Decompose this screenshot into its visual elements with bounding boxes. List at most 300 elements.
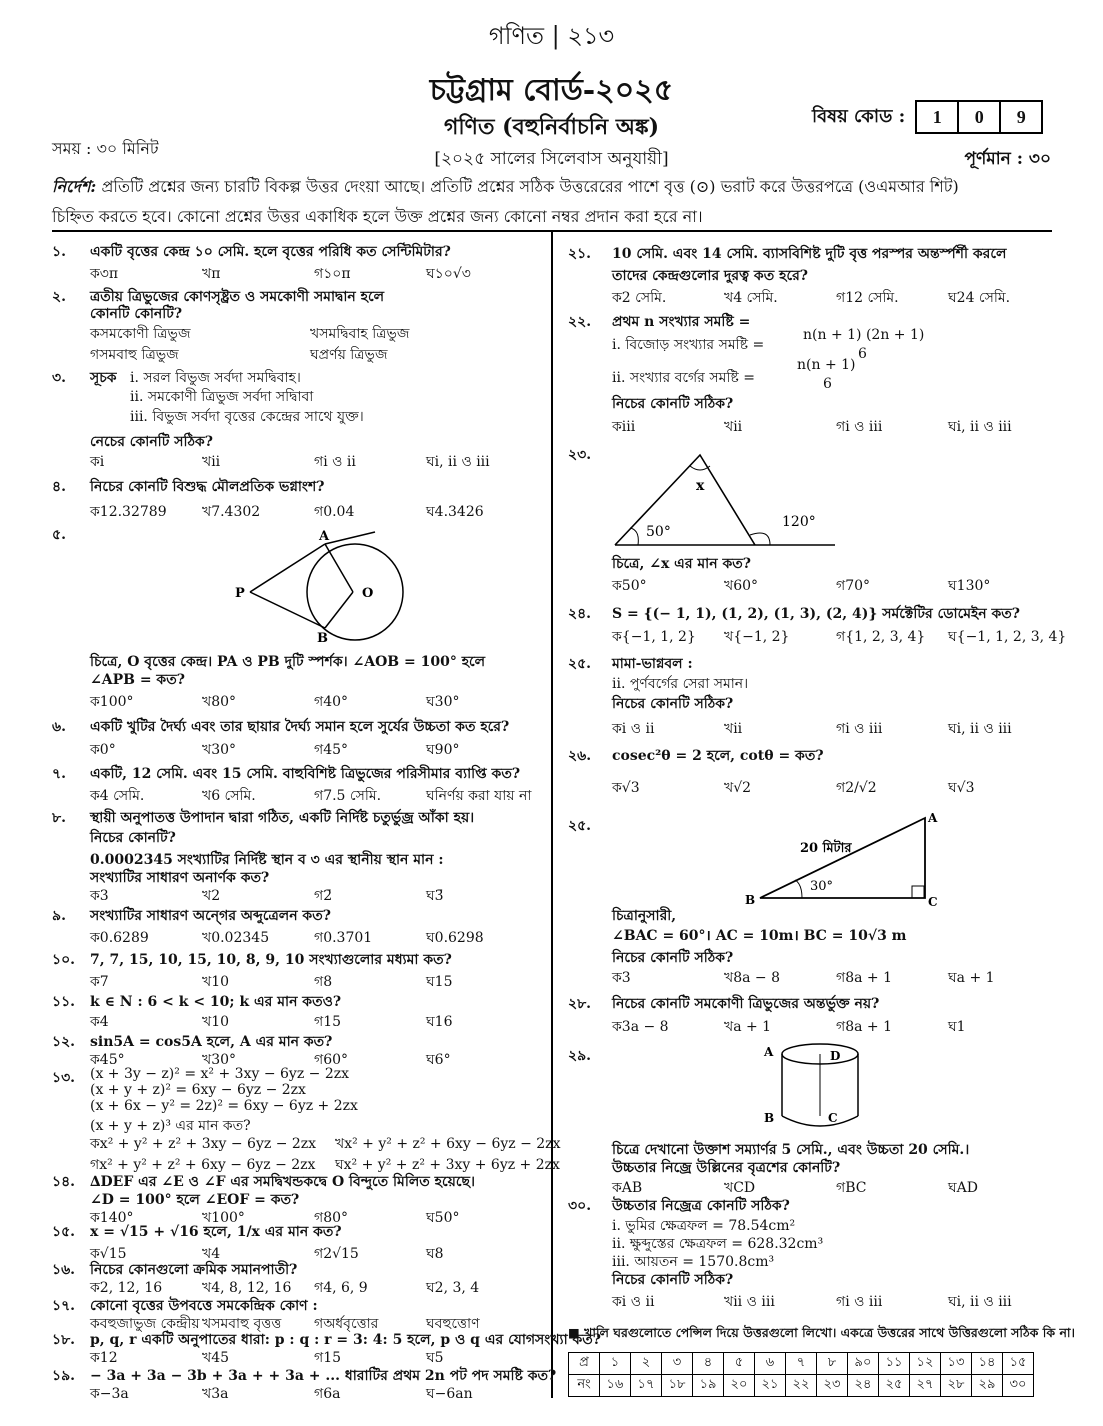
question-number: ৪. — [52, 479, 66, 495]
question-text: নিচের কোনটি সঠিক? — [612, 1272, 734, 1288]
option[interactable] — [426, 262, 471, 286]
option[interactable] — [202, 784, 256, 808]
option-marker: ক — [90, 974, 100, 990]
option-marker: খ — [724, 629, 734, 645]
option-marker: ঘ — [426, 504, 435, 520]
question-text: ∠BAC = 60°। AC = 10m। BC = 10√3 m — [612, 928, 907, 944]
option-marker: গ — [314, 888, 324, 904]
option[interactable] — [724, 717, 742, 741]
question-number: ১. — [52, 244, 66, 260]
grid-cell: ২৯ — [972, 1375, 1003, 1397]
option[interactable] — [948, 625, 1066, 649]
statement: ii. ক্ষুব্দুস্তের ক্ষেত্রফল = 628.32cm³ — [612, 1236, 824, 1252]
option[interactable] — [90, 450, 104, 474]
option[interactable] — [202, 926, 269, 950]
option[interactable] — [426, 884, 444, 908]
option-marker: খ — [202, 1316, 212, 1332]
option-marker: গ — [836, 1294, 846, 1310]
option-marker: ঘ — [426, 266, 435, 282]
fraction-denominator: 6 — [858, 346, 867, 362]
option-marker: ঘ — [335, 1157, 344, 1173]
option[interactable] — [836, 1290, 882, 1314]
triangle-figure — [610, 450, 840, 550]
option-marker: খ — [202, 504, 212, 520]
grid-cell: ২০ — [724, 1375, 755, 1397]
expression: (x + 6x − y² = 2z)² = 6xy − 6yz + 2zx — [90, 1098, 358, 1114]
option-marker: ঘ — [426, 1280, 435, 1296]
option-marker: খ — [202, 974, 212, 990]
option-text: 45 — [211, 1350, 230, 1366]
option[interactable] — [426, 1382, 473, 1406]
board-title: চট্টগ্রাম বোর্ড-২০২৫ — [429, 73, 674, 108]
option-text: i, ii ও iii — [956, 419, 1012, 435]
option[interactable] — [836, 625, 925, 649]
option-marker: ক — [90, 1136, 100, 1152]
fig-label-x: x — [696, 478, 705, 494]
question-text: ∠APB = কত? — [90, 672, 185, 688]
option[interactable] — [426, 784, 531, 808]
option-text: 0.04 — [323, 504, 355, 520]
question-text: চিত্রে, O বৃত্তের কেন্দ্র। PA ও PB দুটি স্পর্শক। ∠AOB = 100° হলে — [90, 654, 486, 670]
option-text: 60° — [733, 578, 759, 594]
option-text: CD — [733, 1180, 756, 1196]
option[interactable] — [314, 738, 348, 762]
option-marker: গ — [314, 1316, 324, 1332]
option-marker: ক — [90, 326, 100, 342]
option-text: 100° — [99, 694, 134, 710]
option-marker: ঘ — [426, 694, 435, 710]
option-marker: ঘ — [426, 1350, 435, 1366]
option[interactable] — [836, 574, 870, 598]
option-text: BC — [845, 1180, 867, 1196]
question-number: ১২. — [52, 1034, 76, 1050]
statement: i. ভুমির ক্ষেত্রফল = 78.54cm² — [612, 1218, 796, 1234]
option[interactable] — [612, 776, 640, 800]
option-text: ii ও iii — [733, 1294, 775, 1310]
option-text: সমদ্বিবাহ ত্রিভুজ — [319, 326, 410, 342]
option[interactable] — [724, 966, 780, 990]
option-text: AD — [956, 1180, 978, 1196]
option-marker: গ — [314, 1246, 324, 1262]
option-text: ১০√৩ — [434, 266, 471, 282]
option[interactable] — [314, 1276, 368, 1300]
question-number: ২৮. — [568, 996, 592, 1012]
option-marker: ক — [90, 1280, 100, 1296]
option-text: 4 — [99, 1014, 109, 1030]
exam-time: সময় : ৩০ মিনিট — [52, 139, 159, 158]
option-marker: ঘ — [426, 788, 435, 804]
question-number: ১৩. — [52, 1070, 76, 1086]
option[interactable] — [426, 926, 484, 950]
fig-label-length: 20 মিটার — [800, 841, 852, 856]
option[interactable] — [426, 450, 490, 474]
option[interactable] — [836, 1176, 866, 1200]
subject-code-label: বিষয় কোড : — [812, 105, 906, 127]
question-text: সংখ্যাটির সাধারণ অনার্ণক কত? — [90, 870, 270, 886]
option-marker: ঘ — [948, 780, 957, 796]
option-marker: খ — [202, 1246, 212, 1262]
full-marks: পূর্ণমান : ৩০ — [964, 149, 1051, 169]
question-text: − 3a + 3a − 3b + 3a + + 3a + ... ধারাটির প্রথম 2n পট পদ সমষ্টি কত? — [90, 1368, 557, 1384]
option[interactable] — [724, 1290, 775, 1314]
statement: ii. সমকোণী ত্রিভুজ সর্বদা সদ্বিাবা — [130, 389, 314, 405]
option[interactable] — [836, 717, 882, 741]
question-number: ৯. — [52, 908, 66, 924]
question-text: k ∈ N : 6 < k < 10; k এর মান কতও? — [90, 994, 342, 1010]
option[interactable] — [948, 776, 974, 800]
fig-label-b: B — [745, 893, 756, 907]
question-number: ২২. — [568, 314, 592, 330]
option-marker: ঘ — [426, 888, 435, 904]
option[interactable] — [90, 784, 144, 808]
option[interactable] — [612, 1015, 669, 1039]
option[interactable] — [426, 738, 459, 762]
option-text: i, ii ও iii — [434, 454, 490, 470]
option-text: √3 — [956, 780, 975, 796]
option-marker: গ — [90, 1157, 100, 1173]
grid-cell: ১৬ — [600, 1375, 631, 1397]
option-marker: গ — [836, 721, 846, 737]
option-text: −3a — [99, 1386, 129, 1402]
grid-cell: ২২ — [786, 1375, 817, 1397]
option-text: 100° — [211, 1210, 245, 1226]
question-number: ২৯. — [568, 1048, 592, 1064]
grid-cell: ৫ — [724, 1353, 755, 1375]
option[interactable] — [202, 450, 220, 474]
option[interactable] — [612, 1290, 654, 1314]
option[interactable] — [202, 690, 236, 714]
option-text: iii — [621, 419, 636, 435]
option-text: 70° — [845, 578, 871, 594]
fig-label-p: P — [235, 586, 245, 601]
question-text: ∠D = 100° হলে ∠EOF = কত? — [90, 1192, 300, 1208]
question-number: ৩০. — [568, 1198, 592, 1214]
option[interactable] — [724, 574, 758, 598]
option-text: π — [211, 266, 221, 282]
option[interactable] — [612, 574, 647, 598]
option-text: i ও ii — [621, 1294, 655, 1310]
option-text: 24 সেমি. — [956, 290, 1011, 306]
option-text: i — [99, 454, 105, 470]
option[interactable] — [612, 286, 666, 310]
option-text: 2̄ — [323, 888, 333, 904]
option[interactable] — [948, 1015, 966, 1039]
option-text: 2√15 — [323, 1246, 359, 1262]
statement: iii. আয়তন = 1570.8cm³ — [612, 1254, 775, 1270]
option-marker: গ — [314, 1014, 324, 1030]
option[interactable] — [202, 500, 260, 524]
instruction-text: প্রতিটি প্রশ্নের জন্য চারটি বিকল্প উত্তর দেংয়া আছে। প্রতিটি প্রশ্নের সঠিক উত্তরেরের পাশে বৃত্ত (⊙) ভরাট করে উত্তরপত্রে (ওএমআর শিট) — [101, 177, 959, 196]
option[interactable] — [948, 1290, 1012, 1314]
option-marker: ক — [612, 721, 622, 737]
grid-cell: ৩ — [662, 1353, 693, 1375]
option[interactable] — [612, 625, 696, 649]
column-divider — [551, 230, 553, 1398]
fig-label-a: A — [764, 1045, 774, 1059]
option-marker: খ — [202, 694, 212, 710]
option-text: 6° — [434, 1052, 451, 1068]
option-text: ii — [733, 419, 743, 435]
option[interactable] — [948, 415, 1012, 439]
option[interactable] — [90, 926, 149, 950]
option[interactable] — [202, 262, 220, 286]
option-text: 0.6298 — [434, 930, 484, 946]
option[interactable] — [90, 343, 179, 367]
option[interactable] — [948, 574, 990, 598]
option-marker: ঘ — [426, 1316, 435, 1332]
option-text: 90° — [434, 742, 460, 758]
grid-cell: ১২ — [910, 1353, 941, 1375]
question-text: উচ্চতার নিজ্রে উল্লিনের বৃত্রশের কোনটি? — [612, 1160, 841, 1176]
subject-title: গণিত (বহুনির্বাচনি অঙ্ক) — [443, 114, 660, 140]
option-marker: খ — [335, 1136, 345, 1152]
option[interactable] — [836, 966, 892, 990]
option[interactable] — [948, 286, 1010, 310]
option-marker: গ — [314, 930, 324, 946]
option-marker: ঘ — [426, 1386, 435, 1402]
option[interactable] — [90, 690, 134, 714]
option[interactable] — [724, 776, 751, 800]
option[interactable] — [724, 1015, 771, 1039]
option[interactable] — [612, 966, 631, 990]
option-text: 30° — [211, 1052, 237, 1068]
option-text: ii — [211, 454, 221, 470]
option-marker: ক — [90, 1316, 100, 1332]
option-marker: গ — [314, 1210, 324, 1226]
option[interactable] — [90, 500, 167, 524]
option[interactable] — [90, 262, 118, 286]
option-text: x² + y² + z² + 3xy − 6yz − 2zx — [99, 1136, 317, 1152]
option-marker: গ — [836, 1180, 846, 1196]
question-text: সংখ্যাটির সাধারণ অন্গের অব্দুত্রেলন কত? — [90, 908, 331, 924]
option[interactable] — [310, 343, 388, 367]
option-marker: ঘ — [426, 454, 435, 470]
option-marker: গ — [314, 974, 324, 990]
option-text: 4 — [211, 1246, 221, 1262]
page-header: গণিত | ২১৩ — [488, 22, 615, 50]
option-text: 12.32789 — [99, 504, 167, 520]
option-text: 2 — [211, 888, 221, 904]
fig-label-50: 50° — [646, 524, 671, 540]
question-number: ২৫. — [568, 656, 592, 672]
option[interactable] — [314, 262, 351, 286]
option-text: {−1, 2} — [733, 629, 790, 645]
question-text: মামা-ভাগ্নবল : — [612, 656, 693, 672]
option[interactable] — [90, 738, 116, 762]
subject-code-cells — [915, 100, 1043, 134]
option-marker: খ — [724, 1180, 734, 1196]
option-text: 15 — [323, 1014, 342, 1030]
option-marker: ক — [612, 1294, 622, 1310]
option-text: 3 — [99, 888, 109, 904]
option[interactable] — [426, 1010, 452, 1034]
option-text: i, ii ও iii — [956, 1294, 1012, 1310]
option-marker: গ — [314, 504, 324, 520]
option[interactable] — [426, 690, 459, 714]
option[interactable] — [314, 926, 372, 950]
option-text: {−1, 1, 2} — [621, 629, 696, 645]
option[interactable] — [90, 1382, 129, 1406]
option-text: 8a − 8 — [733, 970, 780, 986]
option-marker: ঘ — [948, 578, 957, 594]
option-text: 15 — [323, 1350, 342, 1366]
option-marker: খ — [724, 290, 734, 306]
option-text: 15 — [434, 974, 453, 990]
grid-cell: ১৮ — [662, 1375, 693, 1397]
instruction-text-2: চিহ্নিত করতে হবে। কোনো প্রশ্নের উত্তর একাধিক হলে উক্ত প্রশ্নের জন্য কোনো নম্বর প্রদান করা হরে না। — [52, 207, 703, 226]
question-text: চিত্রে দেখানো উক্তাশ সম্যার্ণর 5 সেমি., এবং উচ্চতা 20 সেমি.। — [612, 1142, 970, 1158]
question-text: প্রথম n সংখ্যার সমষ্টি = — [612, 314, 751, 330]
question-number: ২৪. — [568, 606, 592, 622]
option-text: 4 সেমি. — [733, 290, 778, 306]
grid-cell: ২৫ — [879, 1375, 910, 1397]
option-marker: ক — [90, 1386, 100, 1402]
option[interactable] — [314, 784, 381, 808]
statement: ii. সংখ্যার বর্গের সমষ্টি = — [612, 370, 755, 386]
option[interactable] — [426, 1206, 459, 1230]
option-marker: গ — [836, 629, 846, 645]
syllabus-note: [২০২৫ সালের সিলেবাস অনুযায়ী] — [434, 149, 669, 169]
fig-label-o: O — [362, 586, 374, 601]
question-text: চিত্রানুসারী, — [612, 908, 677, 924]
option-text: 3 — [621, 970, 631, 986]
option-text: i ও iii — [845, 419, 883, 435]
option-text: 16 — [434, 1014, 453, 1030]
fraction-denominator: 6 — [823, 376, 832, 392]
option-text: ii — [733, 721, 743, 737]
option[interactable] — [724, 415, 742, 439]
option-text: 8 — [323, 974, 333, 990]
option-text: বহুত্তোণ — [434, 1316, 480, 1332]
option-marker: খ — [310, 326, 320, 342]
option[interactable] — [202, 1382, 228, 1406]
question-number: ১৪. — [52, 1174, 76, 1190]
option[interactable] — [426, 970, 452, 994]
option[interactable] — [426, 1242, 444, 1266]
grid-cell: ৭ — [786, 1353, 817, 1375]
option-marker: ক — [612, 578, 622, 594]
option-marker: ঘ — [426, 1014, 435, 1030]
grid-cell: ১৩ — [941, 1353, 972, 1375]
code-digit: 9 — [999, 102, 1041, 132]
fraction-numerator: n(n + 1) — [797, 357, 856, 373]
option-marker: খ — [202, 266, 212, 282]
grid-cell: ১৪ — [972, 1353, 1003, 1375]
option-text: √15 — [99, 1246, 127, 1262]
option[interactable] — [314, 500, 354, 524]
option[interactable] — [948, 717, 1012, 741]
statement: iii. বিভুজ সর্বদা বৃত্তের কেন্দ্রের সাথে যুক্ত। — [130, 409, 364, 425]
option[interactable] — [836, 415, 882, 439]
option-marker: ক — [612, 419, 622, 435]
option-marker: ক — [90, 1210, 100, 1226]
option-marker: ক — [612, 629, 622, 645]
statement: i. বিজোড় সংখ্যার সমষ্টি = — [612, 337, 765, 353]
option[interactable] — [426, 1048, 451, 1072]
grid-cell: ১৭ — [631, 1375, 662, 1397]
grid-cell: ২৮ — [941, 1375, 972, 1397]
option-marker: ঘ — [310, 347, 319, 363]
question-text: সূচক — [90, 370, 117, 386]
answer-grid-note: ■ খালি ঘরগুলোতে পেন্সিল দিয়ে উত্তরগুলো লিখো। একত্রে উত্তরের সাথে উত্তিরগুলো সঠিক কি না। — [568, 1325, 1076, 1340]
option[interactable] — [314, 1242, 359, 1266]
code-digit: 0 — [957, 102, 999, 132]
option[interactable] — [724, 286, 778, 310]
option-marker: ঘ — [948, 629, 957, 645]
option-marker: গ — [836, 1019, 846, 1035]
option-marker: গ — [314, 1350, 324, 1366]
option[interactable] — [836, 776, 877, 800]
question-text: উচ্চতার নিজ্রেত্র কোনটি সঠিক? — [612, 1198, 790, 1214]
option[interactable] — [836, 1015, 892, 1039]
option-marker: গ — [314, 742, 324, 758]
option-marker: খ — [202, 1052, 212, 1068]
question-text: নিচের কোনগুলো ক্রমিক সমানপাতী? — [90, 1262, 298, 1278]
option[interactable] — [426, 1276, 479, 1300]
fig-label-d: D — [830, 1049, 841, 1063]
question-number: ২৫. — [568, 818, 592, 834]
option-marker: গ — [836, 290, 846, 306]
option-marker: ক — [612, 780, 622, 796]
option-marker: গ — [836, 419, 846, 435]
option-text: 6a — [323, 1386, 341, 1402]
option[interactable] — [724, 625, 789, 649]
option[interactable] — [202, 738, 236, 762]
option[interactable] — [314, 450, 356, 474]
fig-label-b: B — [317, 631, 328, 645]
option-text: 5 — [434, 1350, 444, 1366]
option-text: 3a − 8 — [621, 1019, 669, 1035]
option-marker: ক — [90, 1052, 100, 1068]
option-text: 40° — [323, 694, 349, 710]
question-text: কোনটি কোনটি? — [90, 306, 183, 322]
option-marker: খ — [724, 1294, 734, 1310]
option-marker: ঘ — [948, 290, 957, 306]
option-text: 50° — [621, 578, 647, 594]
question-number: ১৭. — [52, 1298, 76, 1314]
option[interactable] — [612, 717, 654, 741]
option[interactable] — [426, 500, 484, 524]
option[interactable] — [948, 966, 995, 990]
option[interactable] — [948, 1176, 978, 1200]
option-text: √2 — [733, 780, 752, 796]
question-text: ত্রতীয় ত্রিভুজের কোণসৃষ্ট্রত ও সমকোণী সমাদ্বান হলে — [90, 289, 385, 305]
code-digit: 1 — [932, 107, 942, 127]
option[interactable] — [836, 286, 899, 310]
question-text: sin5A = cos5A হলে, A এর মান কত? — [90, 1034, 333, 1050]
grid-row-label: প্র — [569, 1353, 600, 1375]
statement: ii. পুর্ণবর্গের সেরা সমান। — [612, 676, 749, 692]
option-text: x² + y² + z² + 6xy − 6yz − 2zx — [99, 1157, 316, 1173]
option-text: প্রর্ণয় ত্রিভুজ — [318, 347, 388, 363]
option-text: 10 — [211, 1014, 230, 1030]
option-marker: ঘ — [948, 1019, 957, 1035]
option-marker: ঘ — [426, 742, 435, 758]
option-text: বহুজাভুজ কেন্দ্রীয় — [99, 1316, 200, 1332]
question-text: 7, 7, 15, 10, 15, 10, 8, 9, 10 সংখ্যাগুলোর মধ্যমা কত? — [90, 952, 452, 968]
question-text: ∆DEF এর ∠E ও ∠F এর সমদ্বিখন্ডকদ্বে O বিন্দুতে মিলিত হয়েছে। — [90, 1174, 475, 1190]
option[interactable] — [314, 1382, 340, 1406]
option-marker: গ — [314, 266, 324, 282]
option-marker: গ — [314, 788, 324, 804]
fig-label-c: C — [828, 1111, 838, 1125]
option[interactable] — [612, 415, 635, 439]
option[interactable] — [314, 690, 348, 714]
option-marker: ক — [90, 1350, 100, 1366]
question-number: ১১. — [52, 994, 76, 1010]
option-marker: ঘ — [948, 970, 957, 986]
question-number: ২১. — [568, 246, 592, 262]
